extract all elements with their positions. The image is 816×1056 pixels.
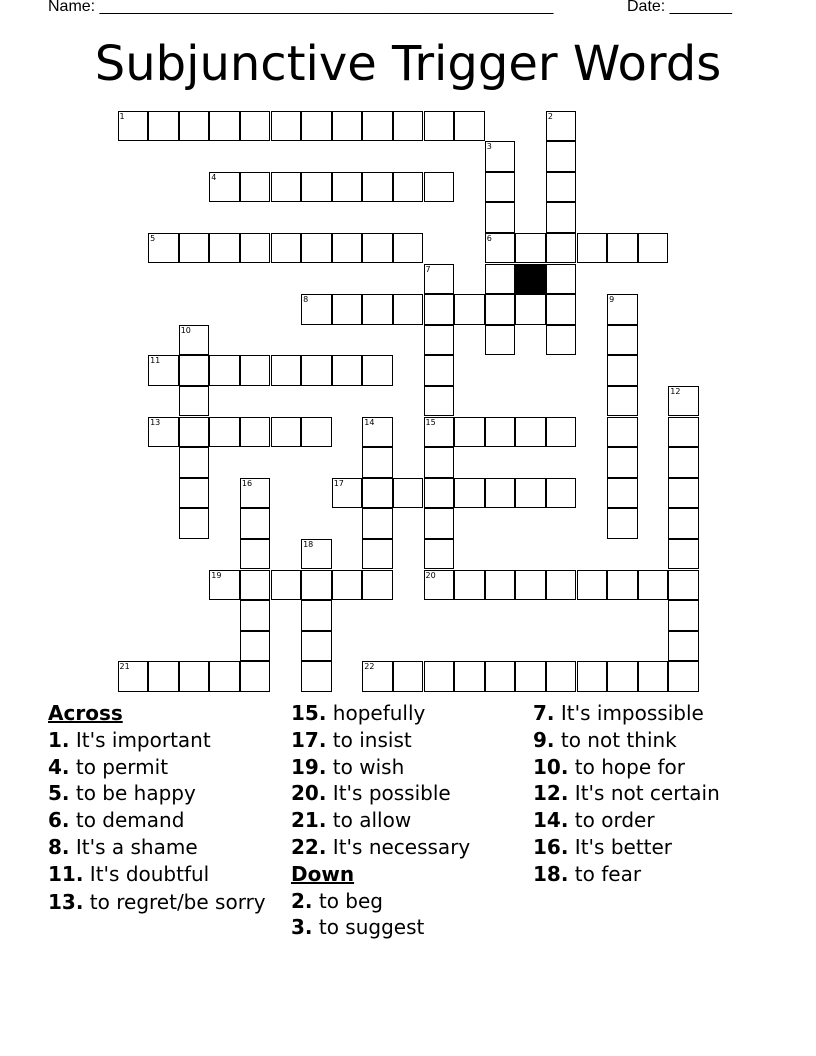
clue-number: 6. (48, 808, 70, 833)
grid-cell[interactable] (362, 508, 393, 539)
grid-cell[interactable] (485, 478, 516, 509)
cell-number: 7 (425, 264, 431, 274)
grid-cell[interactable] (454, 111, 485, 142)
clue-text: to regret/be sorry (89, 889, 266, 914)
clue-number: 4. (48, 754, 70, 779)
grid-cell[interactable] (393, 172, 424, 203)
clue-number: 10. (533, 754, 569, 779)
grid-cell[interactable] (148, 661, 179, 692)
grid-cell[interactable] (179, 478, 210, 509)
grid-cell[interactable] (271, 172, 302, 203)
cell-number: 17 (333, 478, 344, 488)
clue-number: 13. (48, 889, 84, 914)
clue-text: to suggest (318, 915, 425, 940)
name-field-label: Name: ___________________________________________________ (48, 0, 554, 15)
grid-cell[interactable] (607, 417, 638, 448)
clue-across-15 (291, 700, 527, 727)
grid-cell[interactable] (424, 264, 455, 295)
grid-cell[interactable] (607, 355, 638, 386)
grid-cell[interactable] (424, 478, 455, 509)
grid-cell[interactable] (546, 233, 577, 264)
clue-text: It's impossible (560, 701, 704, 725)
clue-down-18 (533, 861, 783, 888)
grid-cell[interactable] (271, 111, 302, 142)
clue-down-7 (533, 700, 783, 727)
grid-cell[interactable] (240, 172, 271, 203)
clue-across-11 (48, 861, 284, 888)
grid-cell[interactable] (546, 111, 577, 142)
clue-text: to wish (332, 754, 405, 779)
grid-cell[interactable] (179, 355, 210, 386)
clue-across-6 (48, 807, 284, 834)
grid-cell[interactable] (668, 661, 699, 692)
clue-text: to be happy (75, 781, 196, 806)
clue-down-10 (533, 754, 783, 781)
clue-down-12 (533, 780, 783, 807)
grid-cell[interactable] (485, 172, 516, 203)
grid-cell[interactable] (362, 661, 393, 692)
cell-number: 11 (150, 356, 161, 366)
grid-cell[interactable] (515, 661, 546, 692)
cell-number: 5 (150, 233, 156, 243)
clue-across-19 (291, 754, 527, 781)
clue-down-9 (533, 727, 783, 754)
grid-cell[interactable] (393, 661, 424, 692)
grid-cell[interactable] (240, 233, 271, 264)
clue-text: to order (574, 808, 655, 833)
clue-text: It's a shame (75, 834, 198, 859)
cell-number: 9 (609, 295, 615, 305)
grid-cell[interactable] (332, 294, 363, 325)
clue-text: It's possible (332, 781, 451, 806)
grid-cell[interactable] (240, 111, 271, 142)
grid-cell[interactable] (607, 508, 638, 539)
grid-cell[interactable] (454, 294, 485, 325)
grid-cell[interactable] (179, 508, 210, 539)
grid-cell[interactable] (424, 570, 455, 601)
grid-cell[interactable] (424, 325, 455, 356)
grid-cell[interactable] (362, 539, 393, 570)
clue-number: 16. (533, 834, 569, 859)
grid-cell[interactable] (668, 631, 699, 662)
grid-cell[interactable] (607, 325, 638, 356)
clue-number: 14. (533, 808, 569, 833)
clues-column-3 (533, 700, 783, 888)
grid-cell[interactable] (546, 661, 577, 692)
clue-number: 18. (533, 861, 569, 886)
grid-cell[interactable] (118, 661, 149, 692)
grid-cell[interactable] (485, 264, 516, 295)
grid-cell[interactable] (148, 417, 179, 448)
clue-text: to hope for (574, 754, 686, 779)
grid-cell[interactable] (393, 111, 424, 142)
clue-across-21 (291, 807, 527, 834)
grid-cell[interactable] (240, 661, 271, 692)
grid-cell[interactable] (362, 447, 393, 478)
grid-cell[interactable] (546, 294, 577, 325)
grid-cell[interactable] (546, 570, 577, 601)
cell-number: 6 (486, 233, 492, 243)
grid-cell[interactable] (607, 570, 638, 601)
clue-number: 22. (291, 834, 327, 859)
clue-number: 3. (291, 915, 313, 940)
clue-across-13 (48, 891, 284, 913)
grid-cell[interactable] (454, 661, 485, 692)
grid-cell[interactable] (577, 661, 608, 692)
grid-cell[interactable] (240, 631, 271, 662)
grid-cell[interactable] (546, 202, 577, 233)
date-field-label: Date: _______ (627, 0, 732, 15)
grid-cell[interactable] (424, 539, 455, 570)
grid-cell[interactable] (179, 417, 210, 448)
grid-cell[interactable] (485, 417, 516, 448)
clue-text: to fear (574, 861, 642, 886)
grid-cell[interactable] (546, 264, 577, 295)
grid-cell[interactable] (424, 172, 455, 203)
grid-cell[interactable] (485, 570, 516, 601)
grid-cell[interactable] (118, 111, 149, 142)
grid-cell[interactable] (240, 478, 271, 509)
clue-text: to allow (332, 808, 412, 833)
grid-cell[interactable] (668, 600, 699, 631)
grid-cell[interactable] (148, 233, 179, 264)
grid-cell[interactable] (179, 447, 210, 478)
clue-number: 17. (291, 727, 327, 752)
grid-cell[interactable] (301, 570, 332, 601)
grid-cell[interactable] (485, 294, 516, 325)
grid-cell[interactable] (638, 233, 669, 264)
grid-cell[interactable] (362, 570, 393, 601)
grid-cell[interactable] (332, 478, 363, 509)
grid-cell[interactable] (424, 508, 455, 539)
cell-number: 22 (364, 662, 375, 672)
grid-cell[interactable] (668, 539, 699, 570)
grid-cell[interactable] (668, 447, 699, 478)
grid-cell[interactable] (485, 325, 516, 356)
grid-cell[interactable] (209, 570, 240, 601)
grid-cell[interactable] (240, 570, 271, 601)
grid-cell[interactable] (607, 233, 638, 264)
clue-number: 8. (48, 834, 70, 859)
grid-cell[interactable] (393, 294, 424, 325)
clue-across-17 (291, 727, 527, 754)
grid-cell[interactable] (332, 355, 363, 386)
grid-cell[interactable] (301, 111, 332, 142)
clue-number: 21. (291, 808, 327, 833)
grid-cell[interactable] (424, 294, 455, 325)
grid-cell[interactable] (546, 141, 577, 172)
cell-number: 18 (303, 539, 314, 549)
cell-number: 19 (211, 570, 222, 580)
grid-cell[interactable] (271, 355, 302, 386)
grid-cell[interactable] (209, 111, 240, 142)
grid-cell[interactable] (301, 539, 332, 570)
grid-cell[interactable] (271, 570, 302, 601)
grid-cell[interactable] (515, 233, 546, 264)
down-heading: Down (291, 861, 355, 886)
grid-cell[interactable] (362, 355, 393, 386)
grid-cell[interactable] (301, 600, 332, 631)
grid-cell[interactable] (362, 478, 393, 509)
grid-cell[interactable] (607, 447, 638, 478)
clue-number: 9. (533, 727, 555, 752)
clue-text: to beg (318, 888, 384, 913)
grid-cell[interactable] (424, 355, 455, 386)
grid-cell[interactable] (454, 570, 485, 601)
clue-number: 5. (48, 781, 70, 806)
grid-cell[interactable] (332, 111, 363, 142)
cell-number: 13 (150, 417, 161, 427)
grid-cell[interactable] (668, 386, 699, 417)
clue-number: 12. (533, 781, 569, 806)
grid-cell[interactable] (362, 233, 393, 264)
clue-text: It's not certain (574, 781, 720, 806)
grid-cell[interactable] (209, 233, 240, 264)
grid-cell[interactable] (607, 661, 638, 692)
grid-cell[interactable] (240, 508, 271, 539)
grid-cell[interactable] (485, 661, 516, 692)
grid-cell[interactable] (607, 386, 638, 417)
clue-number: 1. (48, 727, 70, 752)
cell-number: 20 (425, 570, 436, 580)
grid-cell[interactable] (668, 478, 699, 509)
clue-number: 20. (291, 781, 327, 806)
grid-cell[interactable] (607, 294, 638, 325)
cell-number: 3 (486, 142, 492, 152)
clue-down-3 (291, 914, 527, 941)
grid-cell[interactable] (424, 111, 455, 142)
clue-text: It's important (75, 727, 211, 752)
cell-number: 14 (364, 417, 375, 427)
cell-number: 12 (670, 386, 681, 396)
clue-across-4 (48, 754, 284, 781)
grid-cell[interactable] (271, 233, 302, 264)
cell-number: 21 (119, 662, 130, 672)
grid-cell[interactable] (577, 570, 608, 601)
grid-cell[interactable] (362, 417, 393, 448)
clue-across-8 (48, 834, 284, 861)
grid-cell[interactable] (638, 570, 669, 601)
grid-cell[interactable] (393, 478, 424, 509)
grid-cell[interactable] (454, 417, 485, 448)
grid-cell[interactable] (332, 233, 363, 264)
grid-cell[interactable] (301, 355, 332, 386)
clue-across-1 (48, 727, 284, 754)
grid-cell[interactable] (546, 325, 577, 356)
clue-across-5 (48, 780, 284, 807)
across-heading: Across (48, 701, 123, 725)
grid-cell[interactable] (179, 325, 210, 356)
clues-column-2 (291, 700, 527, 941)
clue-number: 19. (291, 754, 327, 779)
cell-number: 10 (180, 325, 191, 335)
grid-cell[interactable] (209, 661, 240, 692)
grid-cell[interactable] (362, 172, 393, 203)
grid-cell[interactable] (393, 233, 424, 264)
grid-cell[interactable] (546, 172, 577, 203)
grid-cell[interactable] (148, 111, 179, 142)
grid-cell[interactable] (668, 508, 699, 539)
grid-cell[interactable] (546, 417, 577, 448)
grid-cell[interactable] (454, 478, 485, 509)
clue-text: It's doubtful (89, 861, 210, 886)
grid-cell[interactable] (301, 233, 332, 264)
grid-cell[interactable] (301, 661, 332, 692)
clue-text: It's better (574, 834, 673, 859)
grid-cell[interactable] (209, 417, 240, 448)
clue-text: to demand (75, 808, 185, 833)
cell-number: 15 (425, 417, 436, 427)
clue-down-14 (533, 807, 783, 834)
grid-cell[interactable] (179, 386, 210, 417)
grid-cell[interactable] (240, 600, 271, 631)
grid-cell[interactable] (485, 202, 516, 233)
grid-cell[interactable] (362, 111, 393, 142)
clue-text: to insist (332, 727, 412, 752)
cell-number: 1 (119, 111, 125, 121)
grid-cell[interactable] (668, 570, 699, 601)
clue-text: It's necessary (332, 834, 471, 859)
grid-cell[interactable] (179, 661, 210, 692)
grid-cell[interactable] (209, 172, 240, 203)
grid-cell[interactable] (179, 111, 210, 142)
grid-cell[interactable] (515, 570, 546, 601)
grid-cell[interactable] (240, 539, 271, 570)
clue-across-22 (291, 834, 527, 861)
grid-cell[interactable] (332, 172, 363, 203)
grid-cell[interactable] (638, 661, 669, 692)
grid-cell[interactable] (607, 478, 638, 509)
grid-cell[interactable] (485, 141, 516, 172)
clue-down-2 (291, 888, 527, 915)
cell-number: 16 (241, 478, 253, 488)
grid-cell[interactable] (362, 294, 393, 325)
clue-text: to not think (560, 727, 677, 752)
grid-cell[interactable] (546, 478, 577, 509)
grid-cell[interactable] (301, 631, 332, 662)
grid-cell[interactable] (424, 661, 455, 692)
grid-cell[interactable] (209, 355, 240, 386)
grid-cell[interactable] (301, 294, 332, 325)
grid-cell[interactable] (668, 417, 699, 448)
grid-cell[interactable] (271, 417, 302, 448)
grid-cell[interactable] (515, 294, 546, 325)
clue-number: 7. (533, 701, 555, 725)
black-square (515, 264, 546, 295)
clue-number: 15. (291, 701, 327, 725)
grid-cell[interactable] (577, 233, 608, 264)
page-title: Subjunctive Trigger Words (94, 36, 722, 92)
clue-across-20 (291, 780, 527, 807)
grid-cell[interactable] (515, 417, 546, 448)
grid-cell[interactable] (485, 233, 516, 264)
grid-cell[interactable] (332, 570, 363, 601)
grid-cell[interactable] (424, 417, 455, 448)
grid-cell[interactable] (240, 417, 271, 448)
clue-number: 11. (48, 861, 84, 886)
clue-text: hopefully (332, 701, 426, 725)
grid-cell[interactable] (301, 417, 332, 448)
grid-cell[interactable] (240, 355, 271, 386)
clue-down-16 (533, 834, 783, 861)
cell-number: 2 (547, 111, 553, 121)
clues-column-1 (48, 700, 284, 913)
clue-number: 2. (291, 888, 313, 913)
cell-number: 8 (303, 295, 309, 305)
grid-cell[interactable] (179, 233, 210, 264)
clue-text: to permit (75, 754, 169, 779)
grid-cell[interactable] (148, 355, 179, 386)
cell-number: 4 (211, 172, 217, 182)
grid-cell[interactable] (424, 447, 455, 478)
grid-cell[interactable] (301, 172, 332, 203)
grid-cell[interactable] (515, 478, 546, 509)
grid-cell[interactable] (424, 386, 455, 417)
